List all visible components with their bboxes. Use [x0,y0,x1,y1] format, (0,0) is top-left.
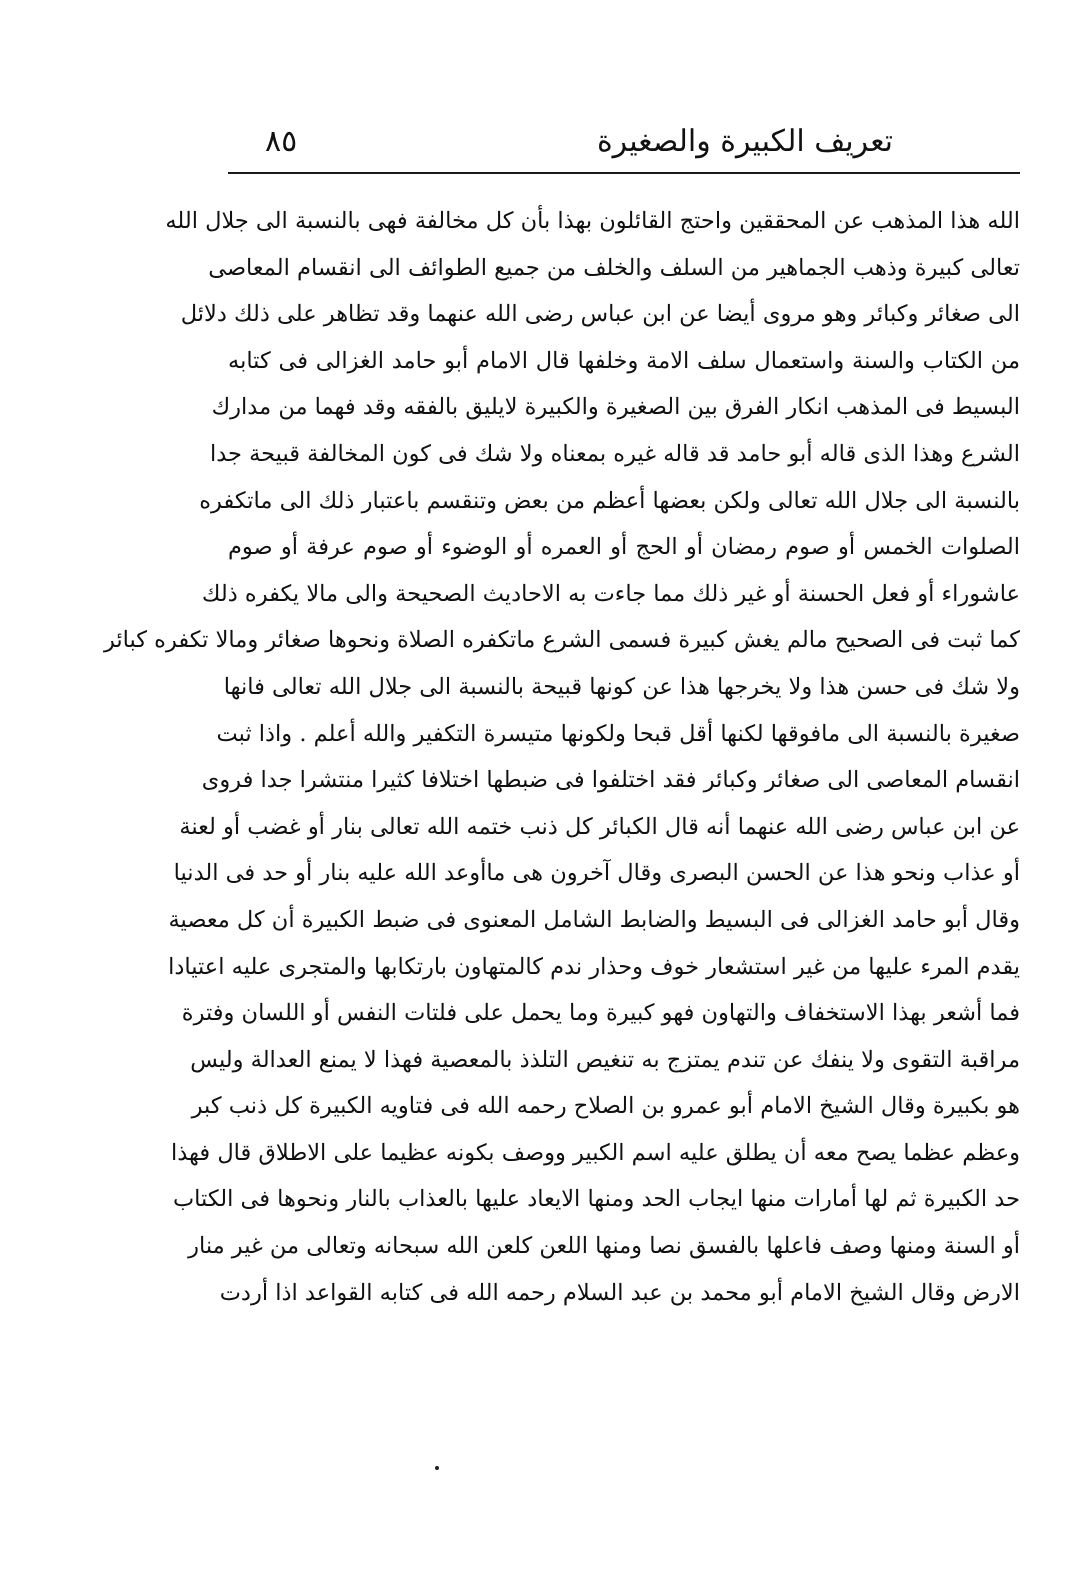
text-line: الارض وقال الشيخ الامام أبو محمد بن عبد السلام رحمه الله فى كتابه القواعد اذا أردت [219,1279,1020,1306]
text-line: الى صغائر وكبائر وهو مروى أيضا عن ابن عباس رضى الله عنهما وقد تظاهر على ذلك دلائل [180,301,1020,328]
header-rule [228,172,1020,174]
text-line: عاشوراء أو فعل الحسنة أو غير ذلك مما جاءت به الاحاديث الصحيحة والى مالا يكفره ذلك [201,580,1020,607]
text-line: مراقبة التقوى ولا ينفك عن تندم يمتزج به تنغيص التلذذ بالمعصية فهذا لا يمنع العدالة وليس [190,1046,1020,1073]
page-number: ٨٥ [265,124,298,159]
text-line: أو عذاب ونحو هذا عن الحسن البصرى وقال آخرون هى ماأوعد الله عليه بنار أو حد فى الدنيا [173,860,1020,887]
scan-dot [435,1466,439,1470]
text-line: فما أشعر بهذا الاستخفاف والتهاون فهو كبيرة وما يحمل على فلتات النفس أو اللسان وفترة [181,1000,1020,1027]
running-title: تعريف الكبيرة والصغيرة [596,124,894,159]
text-line: الله هذا المذهب عن المحققين واحتج القائلون بهذا بأن كل مخالفة فهى بالنسبة الى جلال الله [165,208,1020,234]
text-line: ولا شك فى حسن هذا ولا يخرجها هذا عن كونها قبيحة بالنسبة الى جلال الله تعالى فانها [223,673,1020,700]
text-line: بالنسبة الى جلال الله تعالى ولكن بعضها أعظم من بعض وتنقسم باعتبار ذلك الى ماتكفره [199,487,1020,514]
text-line: عن ابن عباس رضى الله عنهما أنه قال الكبائر كل ذنب ختمه الله تعالى بنار أو غضب أو لعنة [179,813,1020,840]
text-line: الصلوات الخمس أو صوم رمضان أو الحج أو العمره أو الوضوء أو صوم عرفة أو صوم [228,534,1020,561]
text-line: أو السنة ومنها وصف فاعلها بالفسق نصا ومنها اللعن كلعن الله سبحانه وتعالى من غير منار [188,1233,1020,1260]
text-line: من الكتاب والسنة واستعمال سلف الامة وخلفها قال الامام أبو حامد الغزالى فى كتابه [228,347,1020,374]
text-line: يقدم المرء عليها من غير استشعار خوف وحذار ندم كالمتهاون بارتكابها والمتجرى عليه اعتيادا [168,953,1020,980]
text-line: حد الكبيرة ثم لها أمارات منها ايجاب الحد ومنها الايعاد عليها بالعذاب بالنار ونحوها فى الكتاب [173,1186,1020,1213]
text-line: وقال أبو حامد الغزالى فى البسيط والضابط الشامل المعنوى فى ضبط الكبيرة أن كل معصية [168,906,1020,933]
text-line: صغيرة بالنسبة الى مافوقها لكنها أقل قبحا ولكونها متيسرة التكفير والله أعلم . واذا ثبت [216,720,1020,747]
text-line: تعالى كبيرة وذهب الجماهير من السلف والخلف من جميع الطوائف الى انقسام المعاصى [208,254,1020,281]
text-line: البسيط فى المذهب انكار الفرق بين الصغيرة والكبيرة لايليق بالفقه وقد فهما من مدارك [211,394,1020,421]
text-line: الشرع وهذا الذى قاله أبو حامد قد قاله غيره بمعناه ولا شك فى كون المخالفة قبيحة جدا [209,440,1020,467]
text-line: كما ثبت فى الصحيح مالم يغش كبيرة فسمى الشرع ماتكفره الصلاة ونحوها صغائر ومالا تكفره كبائر [103,627,1020,654]
body-text [103,198,1020,1316]
page-header [225,118,1020,174]
text-line: هو بكبيرة وقال الشيخ الامام أبو عمرو بن الصلاح رحمه الله فى فتاويه الكبيرة كل ذنب كبر [191,1093,1020,1120]
text-line: وعظم عظما يصح معه أن يطلق عليه اسم الكبير ووصف بكونه عظيما على الاطلاق قال فهذا [170,1139,1020,1166]
text-line: انقسام المعاصى الى صغائر وكبائر فقد اختلفوا فى ضبطها اختلافا كثيرا منتشرا جدا فروى [201,767,1020,794]
